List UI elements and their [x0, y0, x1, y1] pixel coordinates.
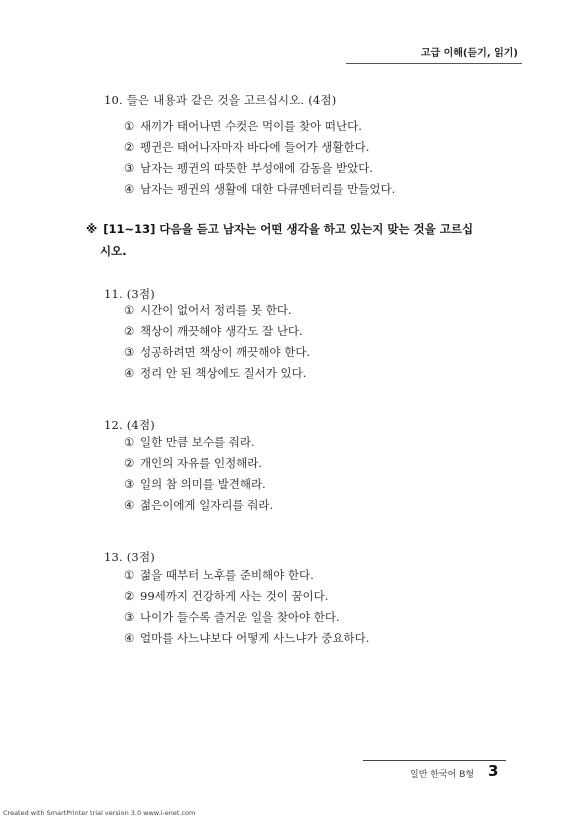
option-number: ①: [124, 303, 135, 317]
option-2: [124, 137, 395, 158]
option-3: [124, 474, 273, 495]
option-text: 젊을 때부터 노후를 준비해야 한다.: [140, 568, 314, 582]
option-2: [124, 321, 310, 342]
option-3: [124, 342, 310, 363]
option-1: [124, 432, 273, 453]
option-text: 개인의 자유를 인정해라.: [140, 456, 263, 470]
question-12-prompt: 12. (4점): [104, 418, 155, 432]
option-text: 젊은이에게 일자리를 줘라.: [140, 498, 274, 512]
question-11-prompt: 11. (3점): [104, 287, 155, 301]
option-text: 얼마를 사느냐보다 어떻게 사느냐가 중요하다.: [140, 631, 370, 645]
section-instruction: [86, 218, 506, 262]
option-number: ①: [124, 119, 135, 133]
option-4: [124, 179, 395, 200]
header-title: 고급 이해(듣기, 읽기): [420, 48, 518, 59]
option-number: ③: [124, 161, 135, 175]
option-2: [124, 586, 369, 607]
option-4: [124, 363, 310, 384]
option-text: 남자는 펭귄의 따뜻한 부성애에 감동을 받았다.: [140, 161, 374, 175]
header-rule: [346, 63, 522, 64]
option-number: ④: [124, 498, 135, 512]
option-4: [124, 495, 273, 516]
footer-rule: [363, 760, 506, 761]
option-number: ④: [124, 631, 135, 645]
option-text: 99세까지 건강하게 사는 것이 꿈이다.: [140, 589, 329, 603]
option-text: 일한 만큼 보수를 줘라.: [140, 435, 255, 449]
option-2: [124, 453, 273, 474]
question-11-options: [124, 300, 310, 384]
option-number: ②: [124, 456, 135, 470]
question-13-options: [124, 565, 369, 649]
option-number: ④: [124, 182, 135, 196]
question-12-options: [124, 432, 273, 516]
option-text: 정리 안 된 책상에도 질서가 있다.: [140, 366, 307, 380]
option-number: ②: [124, 140, 135, 154]
watermark: Created with SmartPrinter trial version 3.0 www.i-enet.com: [3, 809, 196, 817]
option-number: ③: [124, 477, 135, 491]
section-instruction-line2: 시오.: [100, 244, 127, 258]
option-number: ①: [124, 568, 135, 582]
reference-mark: ※: [86, 222, 98, 236]
option-number: ②: [124, 589, 135, 603]
option-number: ④: [124, 366, 135, 380]
option-4: [124, 628, 369, 649]
option-text: 시간이 없어서 정리를 못 한다.: [140, 303, 292, 317]
option-number: ②: [124, 324, 135, 338]
option-text: 일의 참 의미를 발견해라.: [140, 477, 266, 491]
option-3: [124, 607, 369, 628]
option-number: ①: [124, 435, 135, 449]
option-text: 펭귄은 태어나자마자 바다에 들어가 생활한다.: [140, 140, 370, 154]
option-text: 책상이 깨끗해야 생각도 잘 난다.: [140, 324, 303, 338]
page-number: 3: [488, 762, 499, 780]
section-instruction-line1: [11~13] 다음을 듣고 남자는 어떤 생각을 하고 있는지 맞는 것을 고르십: [103, 222, 474, 236]
question-13-prompt: 13. (3점): [104, 550, 155, 564]
option-text: 새끼가 태어나면 수컷은 먹이를 찾아 떠난다.: [140, 119, 362, 133]
option-text: 남자는 펭귄의 생활에 대한 다큐멘터리를 만들었다.: [140, 182, 396, 196]
option-number: ③: [124, 610, 135, 624]
option-text: 나이가 들수록 즐거운 일을 찾아야 한다.: [140, 610, 340, 624]
option-1: [124, 300, 310, 321]
option-text: 성공하려면 책상이 깨끗해야 한다.: [140, 345, 311, 359]
question-10-options: [124, 116, 395, 200]
option-3: [124, 158, 395, 179]
question-10-prompt: 10. 들은 내용과 같은 것을 고르십시오. (4점): [104, 93, 337, 107]
option-number: ③: [124, 345, 135, 359]
footer-label: 일반 한국어 B형: [410, 770, 475, 780]
option-1: [124, 116, 395, 137]
option-1: [124, 565, 369, 586]
